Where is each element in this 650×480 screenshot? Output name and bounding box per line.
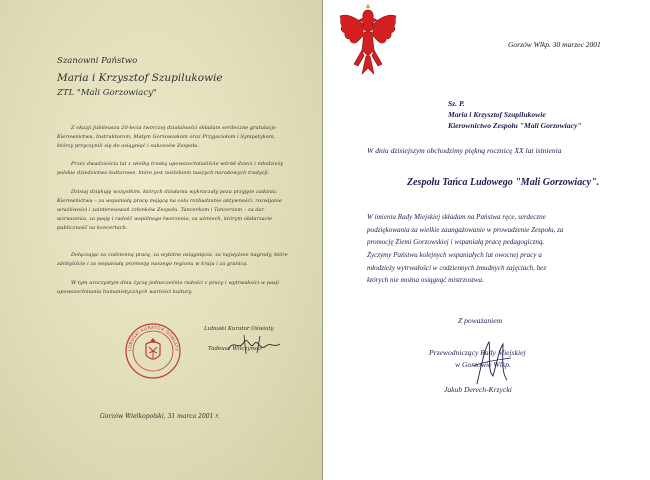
red-eagle-crest-icon — [336, 2, 400, 80]
signature-name: Tadeusz Wilczyński — [208, 346, 262, 352]
signatory-name: Jakub Derech-Krzycki — [444, 385, 512, 394]
ensemble-title: Zespołu Tańca Ludowego "Mali Gorzowiacy". — [407, 177, 600, 188]
recipient-names: Maria i Krzysztof Szupilukowie — [57, 72, 223, 84]
kurator-letter — [0, 0, 323, 480]
letter-paragraph-3: Dzisiaj dziękuję wszystkim, których działania wykraczały poza przyjęte zadania. Kierownictwu – za wspaniałą pracę mającą na celu rozbudzanie aktywności, rozwijanie wrażliwości i zainteresowań członków Zespołu. Tancerkom i Tancerzom – za dar wzruszenia, za pasję i radość wspólnego tworzenia, za uśmiech, którym obdarzacie publiczność na koncertach. — [57, 189, 283, 231]
left-place-date: Gorzów Wielkopolski, 31 marca 2001 r. — [100, 413, 220, 420]
svg-text:LUBUSKI KURATOR OŚWIATY: LUBUSKI KURATOR OŚWIATY — [127, 325, 179, 352]
signature-title: Lubuski Kurator Oświaty — [204, 326, 274, 332]
letter-paragraph-1: Z okazji Jubileuszu 20-lecia twórczej działalności składam serdeczne gratulacje Kierownictwu, Instruktorom, Małym Gorzowiakom oraz Przyjaciołom i Sympatykom, którzy przyczynili się do osiągnięć i sukcesów Zespołu. — [57, 125, 277, 149]
body-line-4: Życzymy Państwu kolejnych wspaniałych lat owocnej pracy a — [367, 251, 542, 259]
signatory-title-1: Przewodniczący Rady Miejskiej — [429, 348, 526, 357]
body-line-2: podziękowania za wielkie zaangażowanie w prowadzenie Zespołu, za — [367, 226, 564, 234]
intro-line: W dniu dzisiejszym obchodzimy piękną rocznicę XX lat istnienia — [367, 146, 562, 155]
ensemble-name: ZTL "Mali Gorzowiacy" — [57, 88, 157, 98]
official-stamp — [124, 322, 182, 380]
closing: Z poważaniem — [458, 316, 503, 325]
body-line-3: promocję Ziemi Gorzowskiej i wspaniałą pracę pedagogiczną. — [367, 238, 545, 246]
handwritten-signature — [224, 332, 284, 356]
right-place-date: Gorzów Wlkp. 30 marzec 2001 — [508, 40, 601, 49]
recipient-role: Kierownictwo Zespołu "Mali Gorzowiacy" — [448, 121, 582, 130]
letter-paragraph-2: Przez dwadzieścia lat z wielką troską upowszechnialiście wśród dzieci i młodzieży polskie dziedzictwo kulturowe, które jest nośnikiem naszych narodowych tradycji. — [57, 161, 284, 176]
body-line-5: młodzieży wytrwałości w codziennych żmudnych zajęciach, bez — [367, 264, 547, 272]
body-line-6: których nie można osiągnąć mistrzostwa. — [367, 276, 484, 284]
letter-paragraph-5: W tym uroczystym dniu życzę jednocześnie radości z pracy i wytrwałości w pasji upowszechniania humanistycznych wartości kultury. — [57, 280, 279, 295]
city-council-letter — [327, 0, 650, 480]
letter-greeting: Szanowni Państwo — [57, 56, 138, 66]
letter-paragraph-4: Dołączając za codzienną pracę, za wybitne osiągnięcia, za najwyższe nagrody, które zdobyliście i za wspaniałą promocję naszego regionu w kraju i za granicą. — [57, 252, 288, 267]
recipient-names: Maria i Krzysztof Szupilukowie — [448, 110, 546, 119]
salutation: Sz. P. — [448, 99, 465, 108]
body-line-1: W imieniu Rady Miejskiej składam na Państwa ręce, serdeczne — [367, 213, 546, 221]
signatory-title-2: w Gorzowie Wlkp. — [455, 360, 511, 369]
